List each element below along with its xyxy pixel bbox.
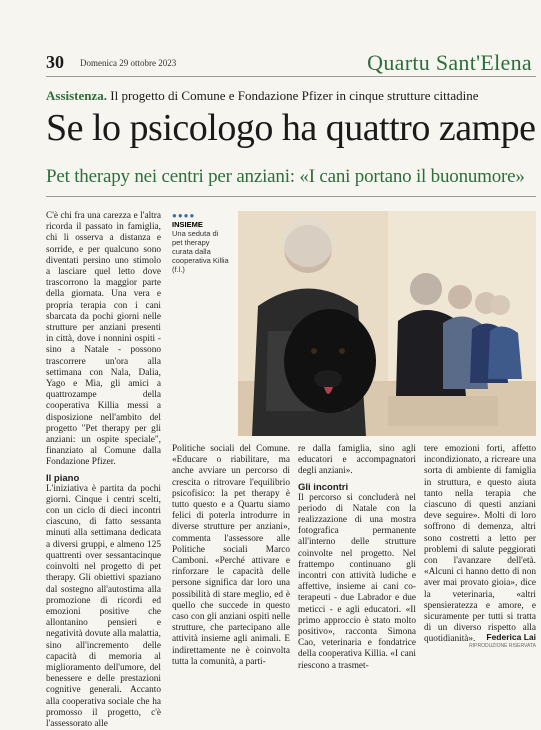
page-header <box>46 50 536 77</box>
author-byline: Federica Lai <box>486 632 536 642</box>
paragraph: re dalla famiglia, sino agli educatori e accompagnatori degli anziani». <box>298 444 416 477</box>
rights-notice: RIPRODUZIONE RISERVATA <box>469 643 536 649</box>
paragraph: C'è chi fra una carezza e l'altra ricorda il passato in famiglia, chi li osserva a distanza e sorride, e per qualcuno sono diventati persino uno stimolo a lasciare quel letto dove trascorrono la maggior parte della giornata. Una vera e propria terapia con i cani sbarcata da pochi giorni nelle strutture per anziani presenti in città, dove i nonnini ospiti - sino a Natale - possono trascorrere un'ora alla settimana con Nala, Dalia, Yago e Mia, gli amici a quattrozampe della cooperativa Killia messi a disposizione nell'ambito del progetto "Pet therapy per gli anziani: un ospite speciale", finanziato al Comune dalla Fondazione Pfizer. <box>46 211 161 468</box>
caption-dots: ●●●● <box>172 211 196 220</box>
paragraph: tere emozioni forti, affetto incondizionato, a ricreare una sorta di ambiente di famiglia in struttura, e questo aiuta tanto nella terapia che ciascuno di questi anziani deve seguire». Molti di loro soffrono di demenza, altri sono costretti a letto per problemi di salute peggiorati con l'avanzare dell'età. «Alcuni ci hanno detto di non aver mai provato gioia», dice la veterinaria, «altri spensieratezza e amore, e sicuramente per tutti si tratta di un diverso rispetto alla quotidianità». <box>424 444 536 645</box>
page-number: 30 <box>46 52 64 72</box>
photo-illustration <box>238 211 536 436</box>
article-photo <box>238 211 536 436</box>
issue-date: Domenica 29 ottobre 2023 <box>80 58 177 68</box>
headline: Se lo psicologo ha quattro zampe <box>46 107 536 149</box>
caption-label: INSIEME <box>172 220 203 229</box>
paragraph: Il percorso si concluderà nel periodo di Natale con la realizzazione di una mostra fotografica permanente all'interno delle strutture coinvolte nel progetto. Nel frattempo continuano gli incontri con attività ludiche e affettive, insieme ai cani co-terapeuti - due Labrador e due meticci - e agli educatori. «Il primo approccio è stato molto positivo», racconta Simona Cao, veterinaria e fondatrice della cooperativa Killia. «I cani riescono a trasmet- <box>298 492 416 671</box>
kicker-text: Il progetto di Comune e Fondazione Pfizer in cinque strutture cittadine <box>110 88 479 103</box>
divider <box>46 196 536 197</box>
article-column-2 <box>172 444 290 667</box>
photo-caption <box>172 211 230 274</box>
subheadline: Pet therapy nei centri per anziani: «I cani portano il buonumore» <box>46 166 525 187</box>
kicker-tag: Assistenza. <box>46 88 108 103</box>
paragraph: L'iniziativa è partita da pochi giorni. Cinque i centri scelti, con un ciclo di dieci incontri ciascuno, di fatto sessanta minuti alla settimana dedicata a diversi gruppi, e almeno 125 quattrenti over sessantacinque coinvolti nel progetto di pet therapy. Gli obiettivi spaziano dal sostegno all'autostima alla promozione di ricordi ed emozioni positive che allontanino pensieri e negatività dovute alla malattia, sino all'incremento delle capacità di memoria al miglioramento dell'umore, del benessere e delle prestazioni cognitive generali. Accanto alla cooperativa sociale che ha promosso il progetto, c'è l'assessorato alle <box>46 483 161 729</box>
article-column-3 <box>298 444 416 671</box>
subheading-incontri: Gli incontri <box>298 481 349 493</box>
subheading-piano: Il piano <box>46 472 80 484</box>
paragraph: Politiche sociali del Comune. «Educare o riabilitare, ma anche avviare un percorso di crescita o ritrovare l'equilibrio psicofisico: la pet therapy è tutto questo e a Quartu siamo felici di poterla introdurre in diverse strutture per anziani», commenta l'assessore alle Politiche sociali Marco Camboni. «Perché attivare e rinforzare le capacità delle persone significa dar loro una possibilità di stare meglio, ed è quello che succede in questo caso con gli anziani ospiti nelle strutture, che partecipano alle attività insieme agli animali. E indirettamente ne è coinvolta tutta la comunità, a parti- <box>172 444 290 667</box>
section-title: Quartu Sant'Elena <box>367 50 532 75</box>
kicker <box>46 88 536 104</box>
caption-text: Una seduta di pet therapy curata dalla cooperativa Killia (f.l.) <box>172 229 229 274</box>
article-column-1 <box>46 211 161 729</box>
